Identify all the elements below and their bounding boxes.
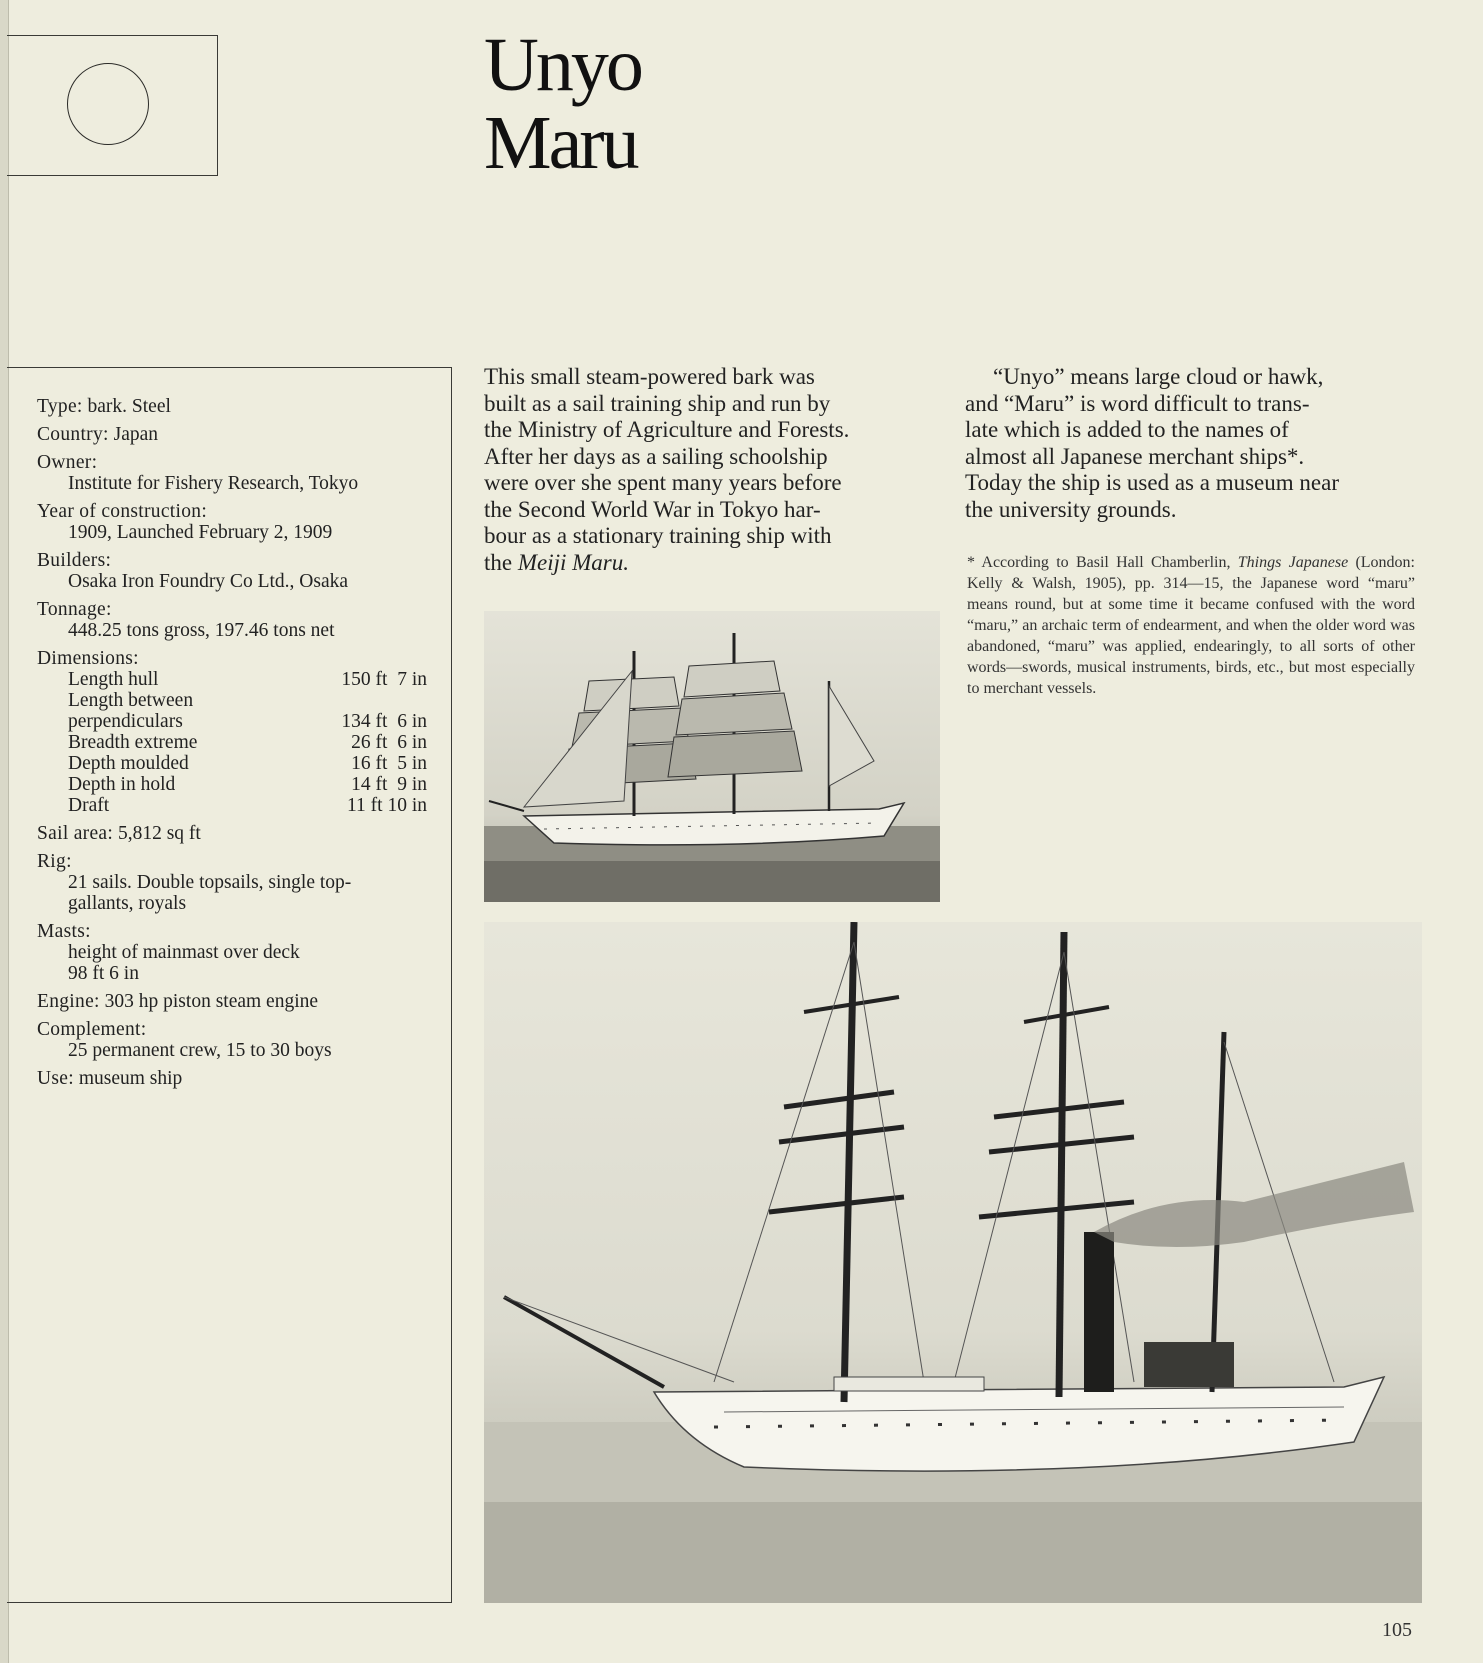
dimension-row: [68, 774, 427, 795]
dimension-name: perpendiculars: [68, 711, 183, 732]
spec-label: Complement:: [37, 1019, 147, 1040]
spec-dimensions: [37, 648, 427, 816]
dimension-row: [68, 753, 427, 774]
dimension-name: Breadth extreme: [68, 732, 198, 753]
spec-value: 448.25 tons gross, 197.46 tons net: [68, 620, 335, 641]
text-line: almost all Japanese merchant ships*.: [965, 443, 1305, 469]
spec-value: height of mainmast over deck: [68, 942, 300, 963]
specifications-list: [37, 396, 427, 1096]
spec-label: Builders:: [37, 550, 112, 571]
spec-use: [37, 1068, 427, 1089]
dimensions-table: [37, 669, 427, 816]
spec-rig: [37, 851, 427, 914]
dimension-row: [68, 669, 427, 690]
spec-label: Owner:: [37, 452, 98, 473]
spec-masts: [37, 921, 427, 984]
footnote-book-title: Things Japanese: [1237, 554, 1349, 571]
dimension-row: [68, 711, 427, 732]
spec-value: gallants, royals: [68, 893, 187, 914]
footnote-prefix: * According to Basil Hall Chamberlin,: [967, 554, 1238, 571]
dimension-name: Length hull: [68, 669, 159, 690]
spec-value: Institute for Fishery Research, Tokyo: [68, 473, 359, 494]
footnote-text: (London: Kelly & Walsh, 1905), pp. 314—15, the Japanese word “maru” means round, but at some time it became confused with the word “maru,” an archaic term of endearment, and when the older word was abandoned, “maru” was applied, endearingly, to all sorts of other words—swords, musical instruments, birds, etc., but most especially to merchant vessels.: [967, 554, 1416, 697]
spec-value: 98 ft 6 in: [68, 963, 139, 984]
spec-label: Country:: [37, 424, 109, 445]
spec-value: 25 permanent crew, 15 to 30 boys: [68, 1040, 332, 1061]
spec-sail-area: [37, 823, 427, 844]
dimension-row: [68, 732, 427, 753]
text-line: and “Maru” is word difficult to trans-: [965, 390, 1310, 416]
dimension-name: Depth in hold: [68, 774, 176, 795]
spec-value: Japan: [113, 424, 159, 445]
ship-under-sail-photo: [484, 611, 940, 902]
dimension-value: 11 ft 10 in: [347, 795, 427, 816]
spec-label: Engine:: [37, 991, 100, 1012]
dimension-value: 14 ft 9 in: [351, 774, 427, 795]
text-line: built as a sail training ship and run by: [484, 390, 831, 416]
spec-label: Tonnage:: [37, 599, 112, 620]
spec-value: 5,812 sq ft: [117, 823, 201, 844]
spec-label: Type:: [37, 396, 83, 417]
text-fragment: the: [484, 549, 518, 575]
flag-disc: [67, 63, 149, 145]
body-text-column-1: [484, 364, 924, 576]
text-line: “Unyo” means large cloud or hawk,: [993, 364, 1324, 389]
spec-value: museum ship: [78, 1068, 183, 1089]
spec-label: Use:: [37, 1068, 74, 1089]
dimension-row: [68, 795, 427, 816]
spec-value: 1909, Launched February 2, 1909: [68, 522, 333, 543]
japan-flag-icon: [7, 35, 218, 176]
spec-year: [37, 501, 427, 543]
ship-at-sea-photo: [484, 922, 1422, 1603]
spec-owner: [37, 452, 427, 494]
dimension-row: [68, 690, 427, 711]
title-line-2: Maru: [484, 101, 637, 185]
text-line: late which is added to the names of: [965, 417, 1289, 442]
spec-country: [37, 424, 427, 445]
spec-label: Masts:: [37, 921, 91, 942]
body-text-column-2: [965, 364, 1420, 523]
specifications-panel: [7, 367, 452, 1603]
page-title: [484, 23, 641, 185]
spec-label: Year of construction:: [37, 501, 208, 522]
text-line: [484, 550, 924, 577]
page-number: 105: [1382, 1619, 1412, 1641]
sailing-ship-illustration: [484, 611, 940, 902]
spec-builders: [37, 550, 427, 592]
text-line: Today the ship is used as a museum near: [965, 470, 1339, 495]
spec-value: bark. Steel: [87, 396, 171, 417]
dimension-value: 16 ft 5 in: [351, 753, 427, 774]
spec-value: 21 sails. Double topsails, single top-: [68, 872, 352, 893]
text-line: the Ministry of Agriculture and Forests.: [484, 417, 850, 442]
spec-engine: [37, 991, 427, 1012]
dimension-name: Draft: [68, 795, 110, 816]
spec-label: Sail area:: [37, 823, 114, 844]
text-line: were over she spent many years before: [484, 470, 842, 495]
spec-type: [37, 396, 427, 417]
text-line: After her days as a sailing schoolship: [484, 443, 828, 469]
text-line: bour as a stationary training ship with: [484, 523, 832, 548]
dimension-value: 26 ft 6 in: [351, 732, 427, 753]
spec-complement: [37, 1019, 427, 1061]
spec-label: Dimensions:: [37, 648, 139, 669]
spec-value: Osaka Iron Foundry Co Ltd., Osaka: [68, 571, 348, 592]
text-line: This small steam-powered bark was: [484, 364, 815, 389]
dimension-value: 150 ft 7 in: [341, 669, 427, 690]
dimension-name: Depth moulded: [68, 753, 189, 774]
spec-label: Rig:: [37, 851, 72, 872]
spec-value: 303 hp piston steam engine: [104, 991, 319, 1012]
title-line-1: Unyo: [484, 23, 641, 107]
dimension-name: Length between: [68, 690, 194, 711]
text-line: the Second World War in Tokyo har-: [484, 496, 821, 522]
dimension-value: 134 ft 6 in: [341, 711, 427, 732]
spec-tonnage: [37, 599, 427, 641]
text-line: the university grounds.: [965, 496, 1177, 522]
steam-bark-illustration: [484, 922, 1422, 1603]
ship-name-italic: Meiji Maru.: [517, 549, 630, 575]
footnote: [967, 552, 1415, 699]
